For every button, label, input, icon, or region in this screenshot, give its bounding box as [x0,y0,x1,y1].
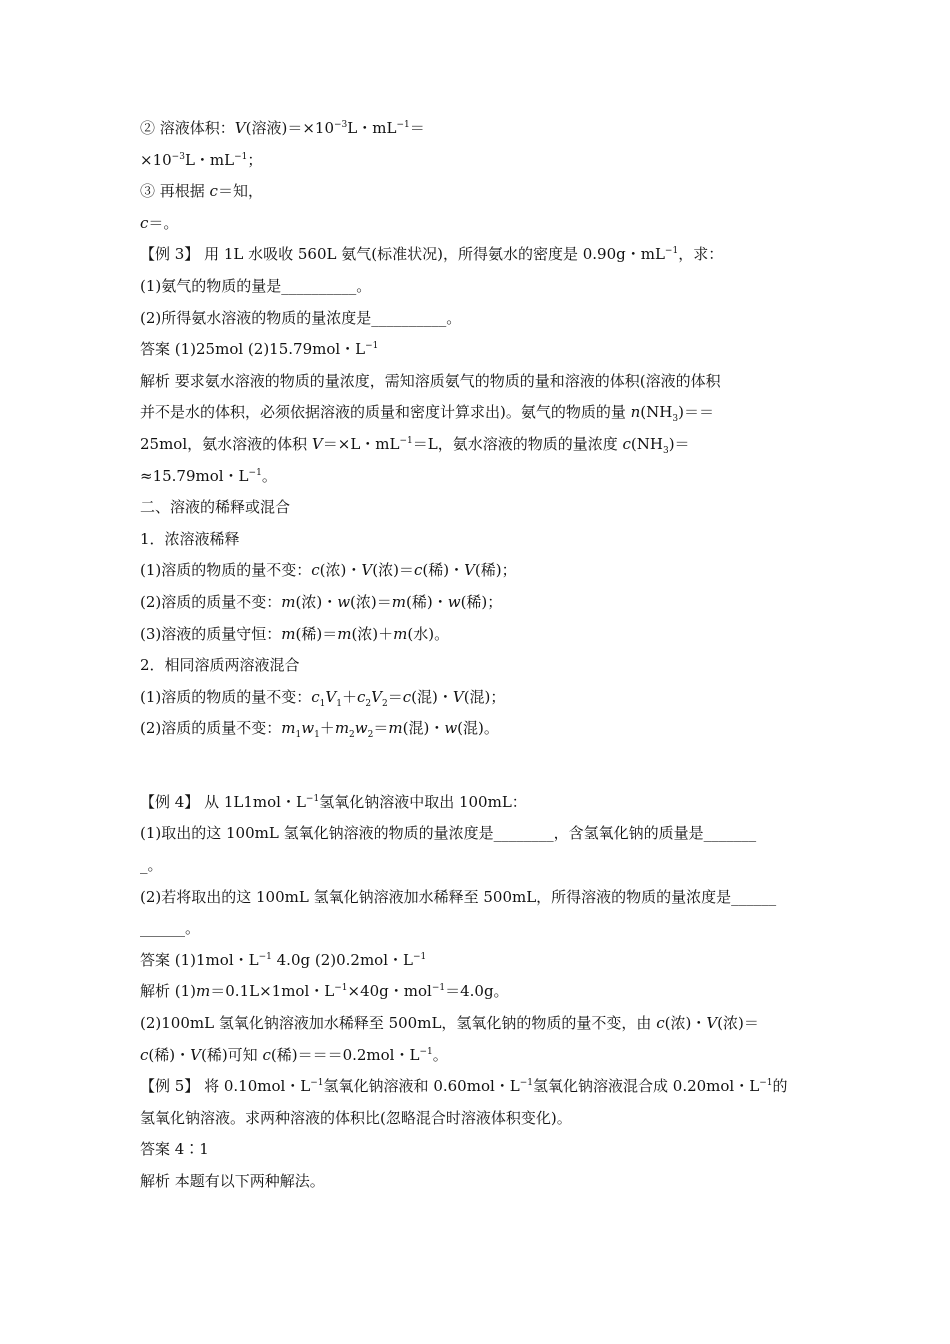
text: 氢氧化钠溶液混合成 0.20mol・L [533,1077,760,1096]
analysis-line [140,1013,810,1033]
subscript: 1 [295,730,302,739]
variable: m [281,719,296,738]
subscript: 1 [314,730,320,739]
superscript: −1 [248,467,262,478]
text: (浓)＝ [717,1014,759,1033]
analysis-line [140,1171,810,1191]
superscript: −1 [234,151,248,162]
text: (稀)・ [422,561,465,580]
superscript: −1 [399,435,413,446]
subsection-heading [140,655,810,675]
question-line [140,1108,810,1128]
superscript: −1 [310,1078,324,1089]
text: )＝ [668,434,690,453]
text: (浓)・ [319,561,362,580]
subscript: 1 [319,698,326,707]
superscript: −1 [664,246,679,257]
superscript: −1 [396,120,410,130]
variable: c [402,687,412,706]
formula-line [140,592,810,612]
superscript: −1 [305,793,320,804]
text: ③ 再根据 [140,182,210,201]
superscript: −1 [412,951,427,962]
variable: m [196,982,211,1001]
variable: c [311,687,320,706]
text: (2)所得氨水溶液的物质的量浓度是__________。 [140,308,462,327]
variable: m [393,624,408,643]
variable: w [447,592,461,611]
example-4-heading [140,792,810,812]
variable: m [388,719,403,738]
text: 2．相同溶质两溶液混合 [140,656,300,675]
variable: w [354,719,368,738]
analysis-line [140,434,810,454]
text: (NH [630,434,663,453]
text: L・mL [184,150,235,169]
variable: m [337,624,352,643]
question-line [140,918,810,938]
text: ② 溶液体积： [140,119,235,137]
variable: n [630,403,641,422]
text: 【例 3】 用 1L 水吸收 560L 氨气(标准状况)，所得氨水的密度是 0.90g・mL [140,245,665,264]
text: 答案 4∶1 [140,1140,209,1159]
subscript: 3 [662,445,669,454]
superscript: −1 [431,983,446,994]
variable: c [413,561,423,580]
text: 氢氧化钠溶液和 0.60mol・L [323,1077,520,1096]
text: 氢氧化钠溶液中取出 100mL： [319,792,527,811]
blank-spacer [140,750,810,792]
superscript: −3 [334,120,348,130]
variable: V [452,687,464,706]
text: (稀)・ [406,592,448,611]
section-heading [140,497,810,517]
text: )＝＝ [678,403,714,422]
text: (1)取出的这 100mL 氢氧化钠溶液的物质的量浓度是________，含氢氧化钠的质量是_______ [140,824,757,843]
text: (浓)＋ [351,624,394,643]
text: 氢氧化钠溶液。求两种溶液的体积比(忽略混合时溶液体积变化)。 [140,1108,572,1127]
text: ＝0.1L×1mol・L [210,982,335,1001]
question-line [140,308,810,328]
variable: V [361,561,373,580]
text: 。 [432,1045,448,1064]
text: (混)・ [411,687,453,706]
text: 【例 5】 将 0.10mol・L [140,1077,311,1096]
answer-line [140,950,810,970]
analysis-line [140,371,810,391]
text: (浓)＝ [372,561,414,580]
variable: w [301,719,315,738]
variable: c [311,561,320,580]
text: _。 [140,856,163,875]
text-line [140,181,810,201]
superscript: −1 [258,951,272,962]
variable: c [209,182,218,201]
subscript: 2 [367,730,374,739]
text: ＝×L・mL [322,434,400,453]
question-line [140,855,810,875]
analysis-line [140,981,810,1001]
text: ×40g・mol [347,982,432,1001]
formula-line [140,718,810,738]
variable: c [356,687,366,706]
text: ×10 [140,150,172,169]
analysis-line [140,466,810,486]
variable: c [262,1045,271,1064]
text: ＝ [387,687,403,706]
text: 二、溶液的稀释或混合 [140,498,291,517]
text: 解析 要求氨水溶液的物质的量浓度，需知溶质氨气的物质的量和溶液的体积(溶液的体积 [140,371,721,390]
text: (2)溶质的质量不变： [140,719,282,738]
text: ＋ [319,719,335,738]
text: L・mL [347,119,397,137]
superscript: −1 [759,1078,773,1089]
variable: V [234,119,246,137]
text: (2)100mL 氢氧化钠溶液加水稀释至 500mL，氢氧化钠的物质的量不变，由 [140,1014,657,1033]
text: (溶液)＝×10 [245,119,334,137]
variable: m [281,624,296,643]
text: (稀)＝＝＝0.2mol・L [270,1045,420,1064]
text: (2)若将取出的这 100mL 氢氧化钠溶液加水稀释至 500mL，所得溶液的物质的量浓度是______ [140,887,777,906]
text: ＝。 [148,213,179,232]
text: ＝4.0g。 [445,982,509,1001]
superscript: −3 [171,151,185,162]
text: (浓)・ [664,1014,707,1033]
text: ＝知， [217,182,263,201]
analysis-line [140,402,810,422]
variable: c [622,434,631,453]
text-line [140,213,810,233]
analysis-line [140,1045,810,1065]
text-line [140,150,810,170]
text: ＝ [409,119,425,137]
variable: c [140,213,149,232]
text: (混)・ [402,719,445,738]
text: 。 [261,466,277,485]
variable: w [444,719,458,738]
variable: V [371,687,382,706]
answer-line [140,1139,810,1159]
text: ＝L，氨水溶液的物质的量浓度 [412,434,623,453]
variable: V [311,434,323,453]
variable: m [334,719,350,738]
question-line [140,276,810,296]
text: (NH [640,403,673,422]
text: 的 [772,1077,788,1096]
subscript: 2 [349,730,355,739]
text: (稀)・ [148,1045,191,1064]
question-line [140,887,810,907]
variable: m [391,592,406,611]
text: 答案 (1)25mol (2)15.79mol・L [140,340,366,359]
text: (稀)； [474,561,517,580]
variable: c [140,1045,149,1064]
superscript: −1 [365,341,379,352]
text: ； [247,150,263,169]
example-5-heading [140,1076,810,1096]
superscript: −1 [519,1078,534,1089]
variable: V [325,687,337,706]
text: (2)溶质的质量不变： [140,592,282,611]
superscript: −1 [419,1046,433,1057]
variable: V [464,561,475,580]
formula-line [140,687,810,707]
answer-line [140,339,810,359]
text: (水)。 [407,624,450,643]
text: (浓)＝ [350,592,392,611]
text: ，求： [678,245,724,264]
text: (浓)・ [295,592,338,611]
text: (稀)可知 [200,1045,263,1064]
formula-line [140,560,810,580]
text: (混)。 [457,719,499,738]
text: ＝ [373,719,389,738]
subscript: 3 [672,414,679,423]
text: 4.0g (2)0.2mol・L [271,950,413,969]
text: (3)溶液的质量守恒： [140,624,282,643]
example-3-heading [140,244,810,264]
text: 解析 本题有以下两种解法。 [140,1172,325,1190]
subscript: 2 [365,698,372,707]
text: ______。 [140,919,201,938]
text: (混)； [463,687,506,706]
variable: m [281,592,296,611]
text: (1)溶质的物质的量不变： [140,687,312,706]
text: (1)溶质的物质的量不变： [140,561,312,580]
text: (稀)＝ [295,624,338,643]
variable: V [190,1045,201,1064]
subscript: 1 [336,698,342,707]
text: 1．浓溶液稀释 [140,529,240,548]
formula-line [140,624,810,644]
text: ≈15.79mol・L [140,466,249,485]
text: ＋ [341,687,357,706]
variable: w [337,592,351,611]
subscript: 2 [381,698,388,707]
text: 答案 (1)1mol・L [140,950,259,969]
text: (1)氨气的物质的量是__________。 [140,276,372,295]
superscript: −1 [334,983,348,994]
text-line [140,118,810,138]
text: (稀)； [460,592,503,611]
question-line [140,823,810,843]
document-page [140,118,810,1203]
text: 【例 4】 从 1L1mol・L [140,792,306,811]
variable: V [706,1014,718,1033]
text: 并不是水的体积，必须依据溶液的质量和密度计算求出)。氨气的物质的量 [140,403,631,422]
subsection-heading [140,529,810,549]
text: 25mol，氨水溶液的体积 [140,434,312,453]
variable: c [656,1014,665,1033]
text: 解析 (1) [140,982,197,1001]
